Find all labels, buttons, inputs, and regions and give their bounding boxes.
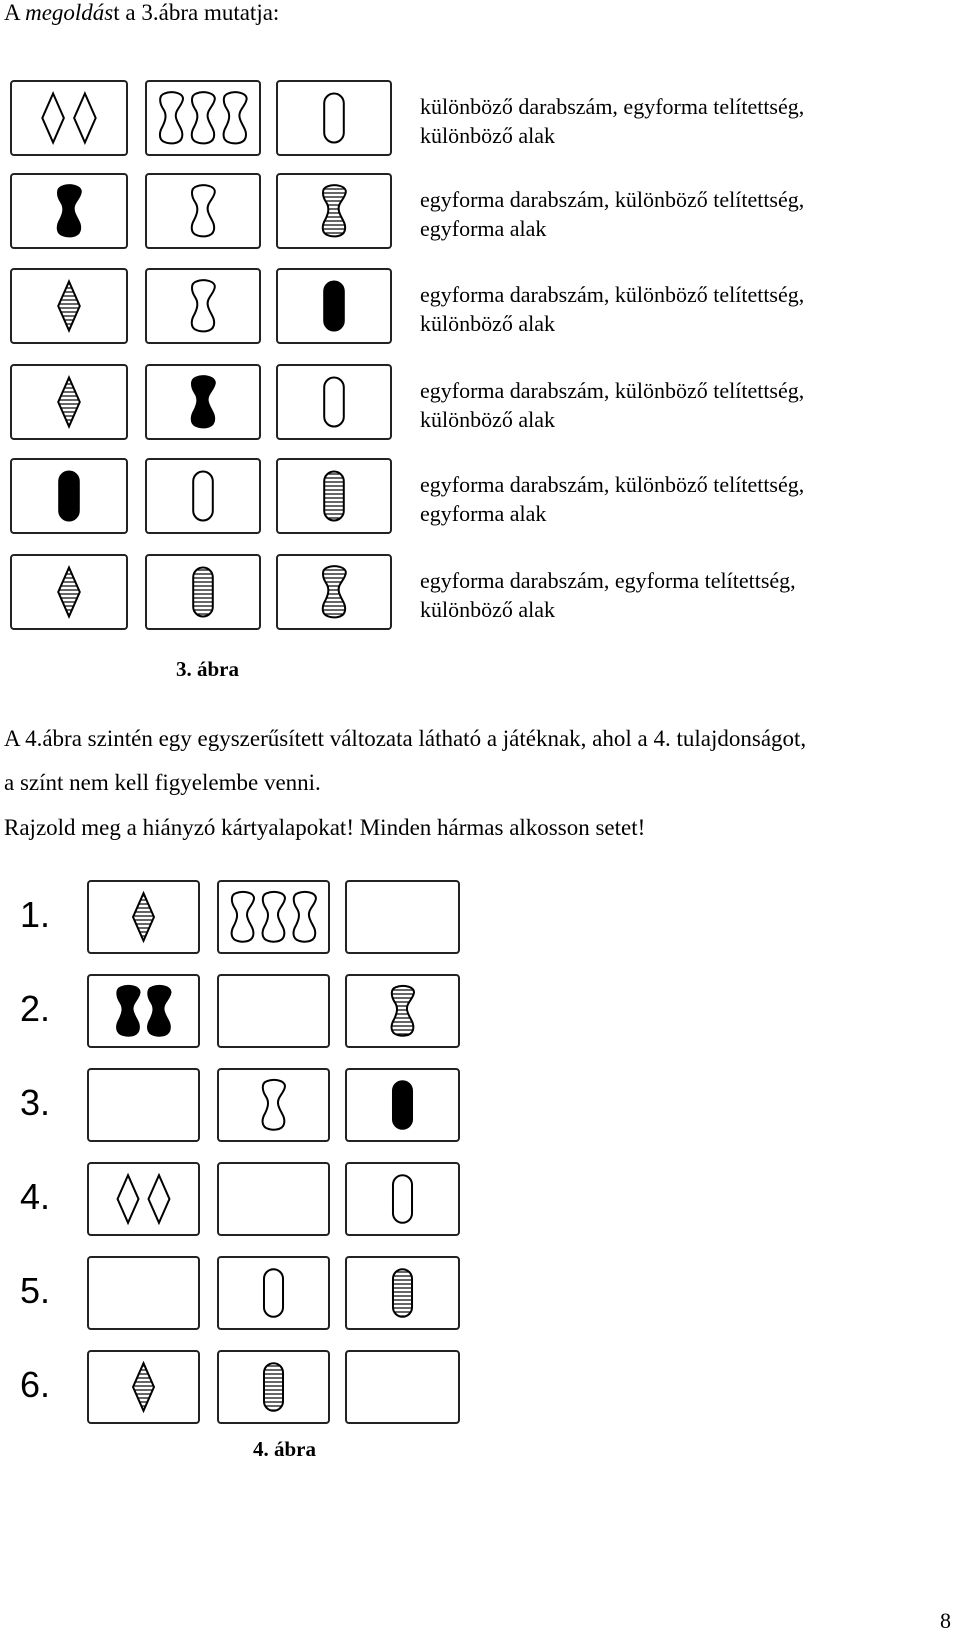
fig3-row6-description xyxy=(420,566,796,624)
fig3-row2-card1 xyxy=(10,173,128,249)
fig4-row4-card2-empty xyxy=(217,1162,330,1236)
diamond-empty-symbol xyxy=(74,94,96,143)
diamond-symbol-group xyxy=(89,1352,198,1422)
fig3-row3-card3 xyxy=(276,268,392,344)
fig3-row3-card1 xyxy=(10,268,128,344)
diamond-symbol-group xyxy=(12,556,126,628)
squiggle-empty-symbol xyxy=(160,92,183,143)
fig4-row6-card2 xyxy=(217,1350,330,1424)
oval-symbol-group xyxy=(347,1070,458,1140)
fig3-row2-description-line1: egyforma darabszám, különböző telítettség, xyxy=(420,187,805,212)
fig3-row4-description-line1: egyforma darabszám, különböző telítettség, xyxy=(420,378,805,403)
diamond-striped-symbol xyxy=(133,1363,154,1411)
fig3-row4-card3 xyxy=(276,364,392,440)
intro-prefix: A xyxy=(4,0,26,25)
squiggle-striped-symbol xyxy=(392,986,414,1036)
fig3-row3-card2 xyxy=(145,268,261,344)
fig4-row6-card3-empty xyxy=(345,1350,460,1424)
fig3-row6-card2 xyxy=(145,554,261,630)
squiggle-solid-symbol xyxy=(58,185,81,236)
fig3-row1-card2 xyxy=(145,80,261,156)
fig3-row2-description-line2: egyforma alak xyxy=(420,216,547,241)
fig4-row3-label: 3. xyxy=(20,1082,51,1123)
squiggle-symbol-group xyxy=(347,976,458,1046)
squiggle-empty-symbol xyxy=(232,892,254,942)
squiggle-symbol-group xyxy=(147,82,259,154)
oval-empty-symbol xyxy=(324,94,344,143)
oval-symbol-group xyxy=(147,460,259,532)
fig3-row5-card3 xyxy=(276,458,392,534)
squiggle-empty-symbol xyxy=(192,92,215,143)
squiggle-symbol-group xyxy=(147,270,259,342)
page-number: 8 xyxy=(940,1608,951,1633)
diamond-empty-symbol xyxy=(42,94,64,143)
fig4-row1-card2 xyxy=(217,880,330,954)
oval-symbol-group xyxy=(347,1258,458,1328)
diamond-striped-symbol xyxy=(58,568,80,617)
fig4-row4-card3 xyxy=(345,1162,460,1236)
paragraph-2: Rajzold meg a hiányzó kártyalapokat! Minden hármas alkosson setet! xyxy=(4,815,646,840)
fig4-row5-label: 5. xyxy=(20,1270,51,1311)
fig3-row5-description-line2: egyforma alak xyxy=(420,501,547,526)
fig4-row4-label: 4. xyxy=(20,1176,51,1217)
oval-symbol-group xyxy=(219,1352,328,1422)
squiggle-symbol-group xyxy=(219,1070,328,1140)
oval-symbol-group xyxy=(12,460,126,532)
oval-symbol-group xyxy=(278,82,390,154)
fig4-row4-card1 xyxy=(87,1162,200,1236)
oval-symbol-group xyxy=(278,270,390,342)
paragraph-1-line-1: A 4.ábra szintén egy egyszerűsített változata látható a játéknak, ahol a 4. tulajdonságot, xyxy=(4,726,807,751)
fig4-row5-card2 xyxy=(217,1256,330,1330)
squiggle-striped-symbol xyxy=(323,566,346,617)
fig4-row1-card1 xyxy=(87,880,200,954)
intro-suffix: t a 3.ábra mutatja: xyxy=(113,0,280,25)
fig4-row2-label: 2. xyxy=(20,988,51,1029)
intro-line xyxy=(4,0,279,26)
fig4-row6-card1 xyxy=(87,1350,200,1424)
fig3-row6-card1 xyxy=(10,554,128,630)
fig3-row1-card1 xyxy=(10,80,128,156)
fig3-row6-description-line2: különböző alak xyxy=(420,597,556,622)
fig3-row2-card2 xyxy=(145,173,261,249)
squiggle-empty-symbol xyxy=(192,280,215,331)
oval-symbol-group xyxy=(347,1164,458,1234)
squiggle-empty-symbol xyxy=(293,892,315,942)
diamond-symbol-group xyxy=(12,270,126,342)
squiggle-empty-symbol xyxy=(263,1080,285,1130)
fig4-row3-card1-empty xyxy=(87,1068,200,1142)
fig4-row1-card3-empty xyxy=(345,880,460,954)
squiggle-symbol-group xyxy=(219,882,328,952)
fig3-row1-description-line2: különböző alak xyxy=(420,123,556,148)
fig3-row4-card1 xyxy=(10,364,128,440)
squiggle-solid-symbol xyxy=(192,376,215,427)
squiggle-empty-symbol xyxy=(263,892,285,942)
fig3-row1-description xyxy=(420,92,804,150)
paragraph-1-line-2: a színt nem kell figyelembe venni. xyxy=(4,770,321,795)
diamond-striped-symbol xyxy=(133,893,154,941)
diamond-symbol-group xyxy=(12,366,126,438)
fig3-row1-card3 xyxy=(276,80,392,156)
squiggle-symbol-group xyxy=(147,175,259,247)
fig3-row6-description-line1: egyforma darabszám, egyforma telítettség, xyxy=(420,568,796,593)
fig3-row5-description xyxy=(420,470,804,528)
oval-symbol-group xyxy=(278,366,390,438)
fig3-row5-card1 xyxy=(10,458,128,534)
fig3-row2-description xyxy=(420,185,804,243)
fig3-row5-card2 xyxy=(145,458,261,534)
figure-4-caption: 4. ábra xyxy=(253,1437,316,1461)
fig4-row3-card3 xyxy=(345,1068,460,1142)
fig3-row6-card3 xyxy=(276,554,392,630)
oval-solid-symbol xyxy=(324,282,344,331)
oval-symbol-group xyxy=(147,556,259,628)
diamond-striped-symbol xyxy=(58,282,80,331)
diamond-symbol-group xyxy=(89,882,198,952)
fig4-row3-card2 xyxy=(217,1068,330,1142)
oval-striped-symbol xyxy=(324,472,344,521)
fig4-row5-card3 xyxy=(345,1256,460,1330)
oval-solid-symbol xyxy=(393,1081,412,1129)
fig3-row4-card2 xyxy=(145,364,261,440)
oval-empty-symbol xyxy=(324,378,344,427)
oval-solid-symbol xyxy=(59,472,79,521)
squiggle-symbol-group xyxy=(278,175,390,247)
squiggle-empty-symbol xyxy=(192,185,215,236)
oval-empty-symbol xyxy=(393,1175,412,1223)
oval-empty-symbol xyxy=(264,1269,283,1317)
oval-symbol-group xyxy=(278,460,390,532)
oval-striped-symbol xyxy=(393,1269,412,1317)
fig4-row2-card1 xyxy=(87,974,200,1048)
fig3-row2-card3 xyxy=(276,173,392,249)
squiggle-striped-symbol xyxy=(323,185,346,236)
squiggle-symbol-group xyxy=(12,175,126,247)
oval-empty-symbol xyxy=(193,472,213,521)
squiggle-symbol-group xyxy=(147,366,259,438)
fig3-row3-description-line1: egyforma darabszám, különböző telítettség, xyxy=(420,282,805,307)
squiggle-symbol-group xyxy=(278,556,390,628)
diamond-empty-symbol xyxy=(148,1175,169,1223)
squiggle-solid-symbol xyxy=(117,986,139,1036)
squiggle-empty-symbol xyxy=(224,92,247,143)
diamond-striped-symbol xyxy=(58,378,80,427)
diamond-symbol-group xyxy=(89,1164,198,1234)
squiggle-solid-symbol xyxy=(148,986,170,1036)
oval-striped-symbol xyxy=(264,1363,283,1411)
fig3-row1-description-line1: különböző darabszám, egyforma telítettség, xyxy=(420,94,805,119)
fig3-row5-description-line1: egyforma darabszám, különböző telítettség, xyxy=(420,472,805,497)
fig4-row5-card1-empty xyxy=(87,1256,200,1330)
fig3-row4-description-line2: különböző alak xyxy=(420,407,556,432)
intro-emphasis: megoldás xyxy=(25,0,114,25)
figure-3-caption: 3. ábra xyxy=(176,657,239,681)
oval-symbol-group xyxy=(219,1258,328,1328)
fig4-row2-card2-empty xyxy=(217,974,330,1048)
fig4-row2-card3 xyxy=(345,974,460,1048)
fig3-row4-description xyxy=(420,376,804,434)
diamond-symbol-group xyxy=(12,82,126,154)
fig3-row3-description xyxy=(420,280,804,338)
oval-striped-symbol xyxy=(193,568,213,617)
fig3-row3-description-line2: különböző alak xyxy=(420,311,556,336)
diamond-empty-symbol xyxy=(118,1175,139,1223)
fig4-row6-label: 6. xyxy=(20,1364,51,1405)
squiggle-symbol-group xyxy=(89,976,198,1046)
fig4-row1-label: 1. xyxy=(20,894,51,935)
